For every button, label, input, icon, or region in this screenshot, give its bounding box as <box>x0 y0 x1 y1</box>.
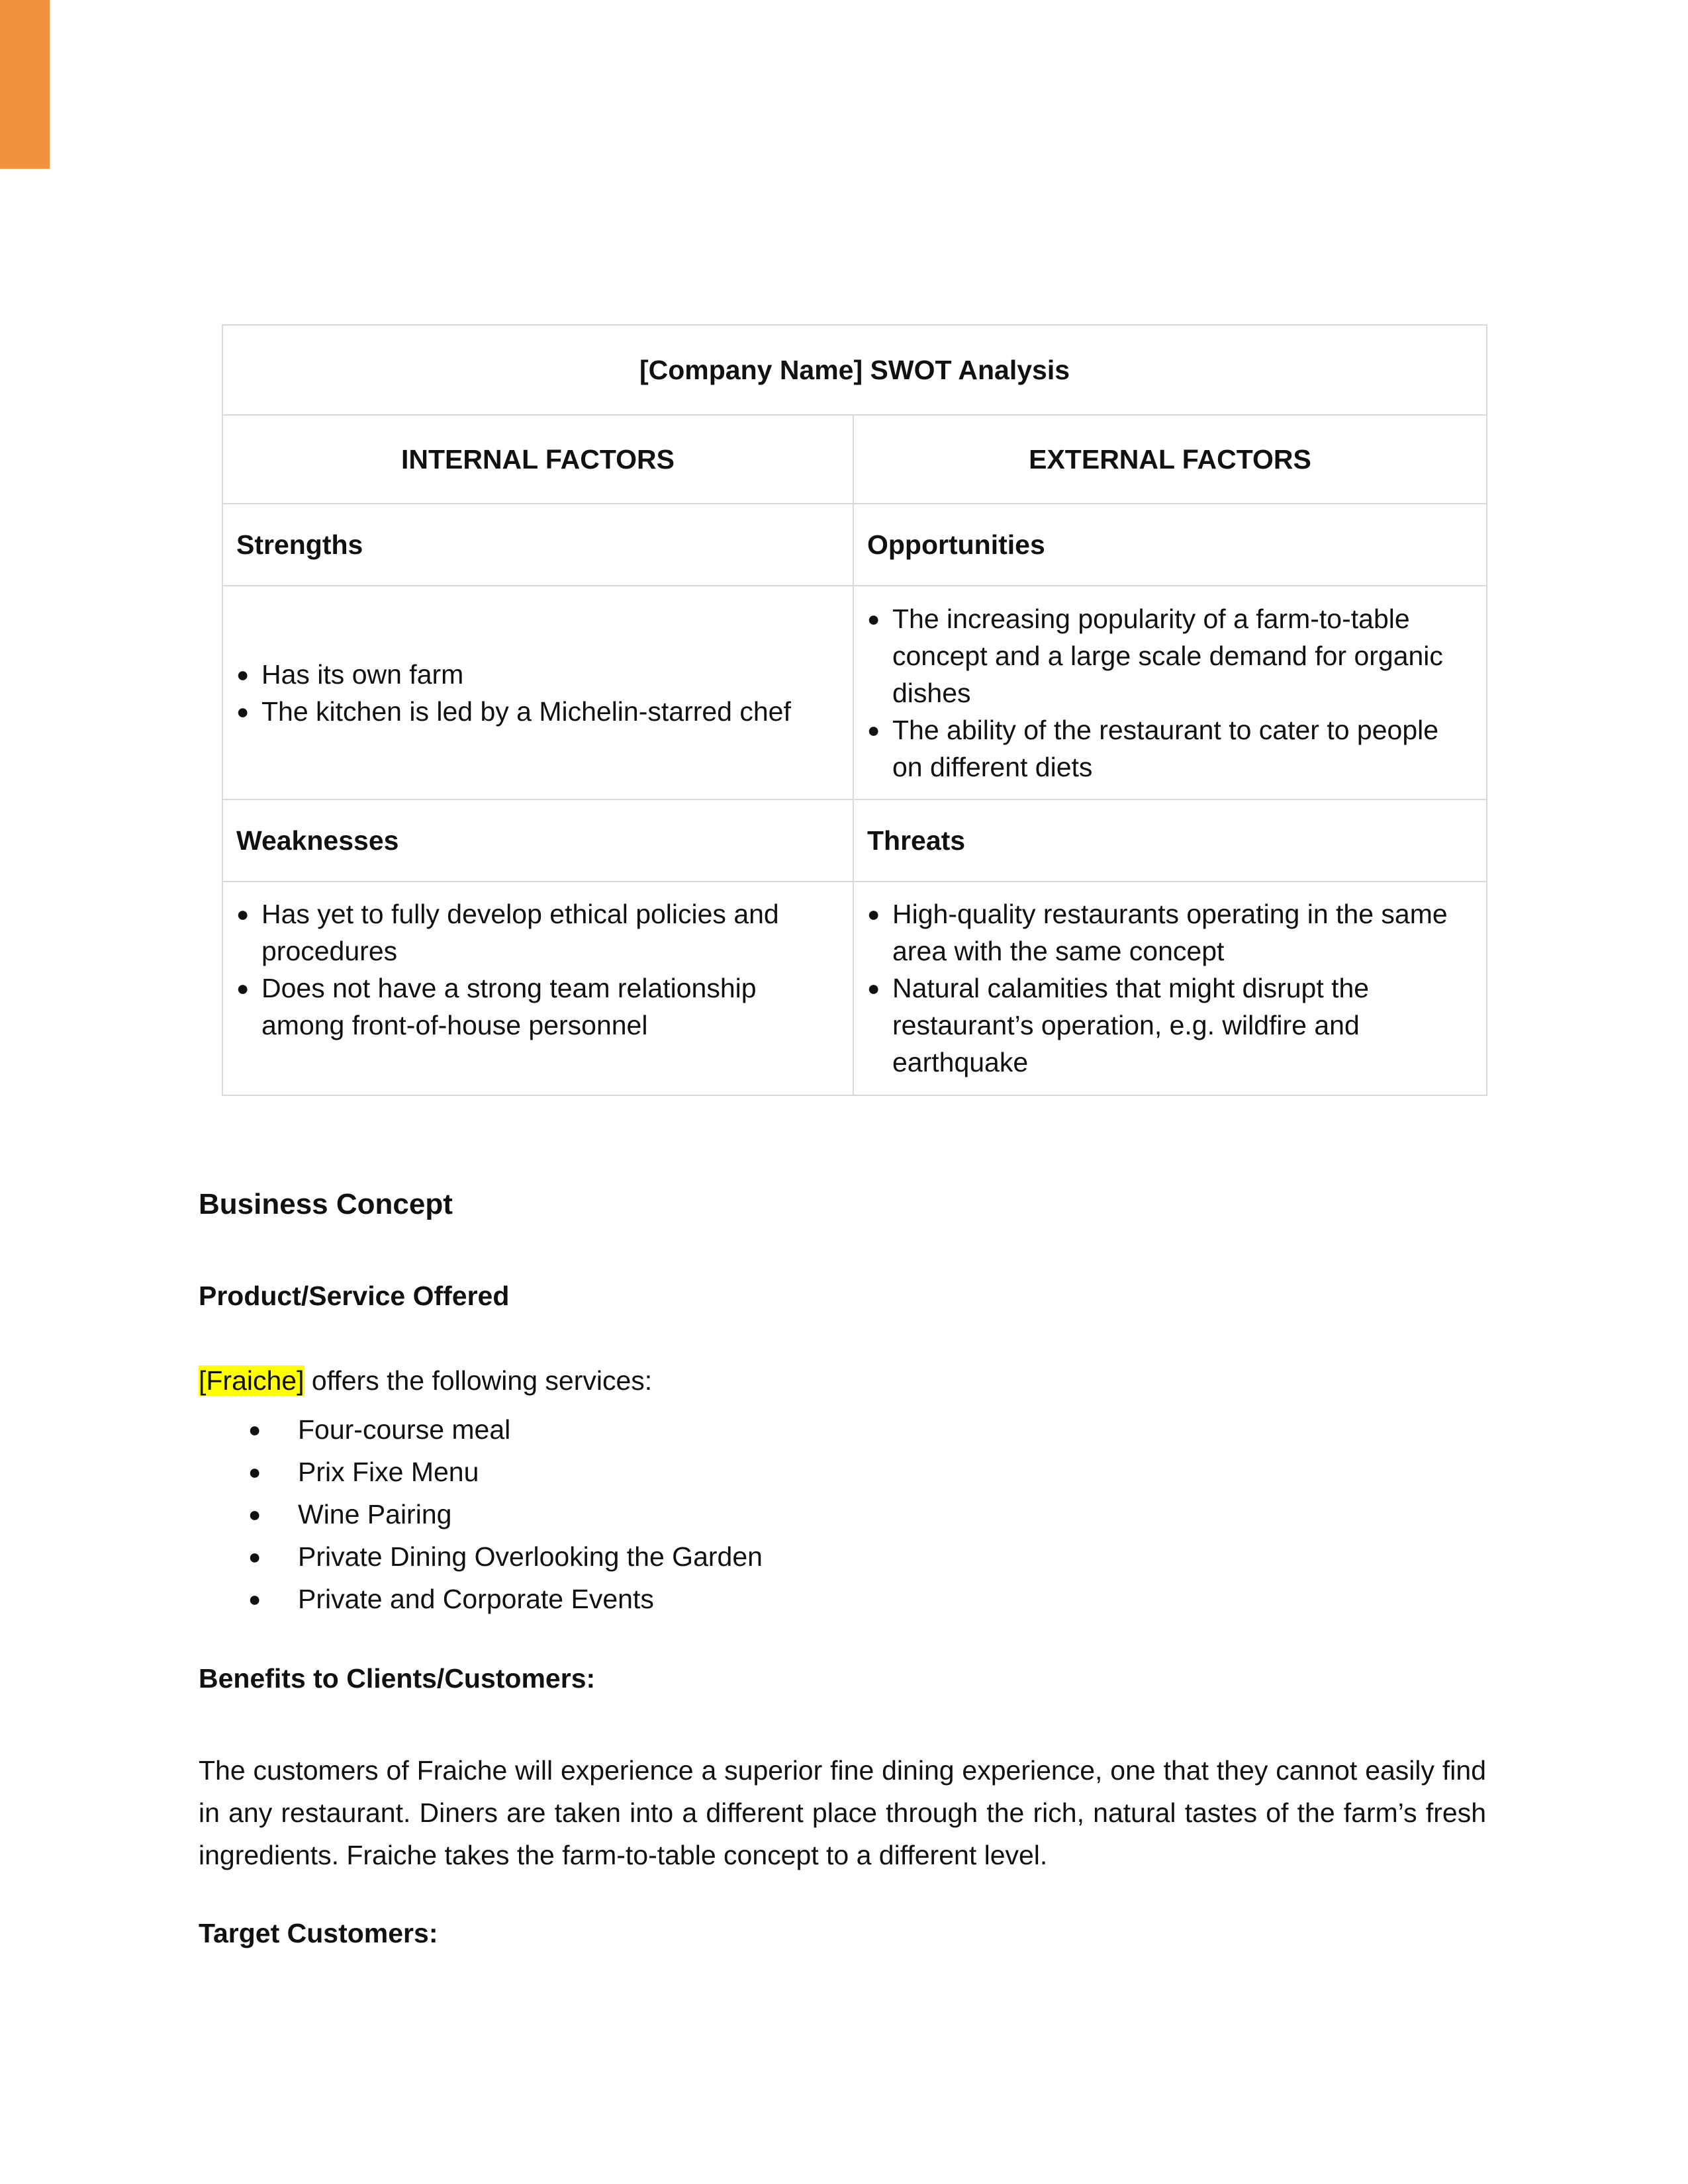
weaknesses-list <box>236 895 839 1044</box>
weakness-item: ● Does not have a strong team relationship among front-of-house personnel <box>236 970 839 1044</box>
strengths-list <box>236 656 839 730</box>
business-concept-heading: Business Concept <box>199 1188 453 1220</box>
weakness-item: ● Has yet to fully develop ethical policies and procedures <box>236 895 839 970</box>
swot-table <box>222 324 1487 1096</box>
swot-title-row <box>222 325 1487 415</box>
service-item: ● Wine Pairing <box>199 1493 763 1535</box>
threats-cell <box>853 882 1487 1095</box>
opportunities-label: Opportunities <box>853 504 1487 586</box>
swot-label-row-2 <box>222 799 1487 882</box>
strengths-label: Strengths <box>222 504 853 586</box>
opportunity-item: ● The ability of the restaurant to cater to people on different diets <box>867 711 1473 786</box>
swot-content-row-2 <box>222 882 1487 1095</box>
benefits-heading: Benefits to Clients/Customers: <box>199 1663 596 1694</box>
threat-item: ● High-quality restaurants operating in the same area with the same concept <box>867 895 1473 970</box>
company-name-placeholder: [Fraiche] <box>199 1365 305 1396</box>
swot-factor-row <box>222 415 1487 504</box>
strength-item: ● Has its own farm <box>236 656 839 693</box>
service-item: ● Private and Corporate Events <box>199 1578 763 1620</box>
benefits-paragraph: The customers of Fraiche will experience a superior fine dining experience, one that they cannot easily find in any restaurant. Diners are taken into a different place through the rich, natural tastes of the farm’s fresh ingredients. Fraiche takes the farm-to-table concept to a different level. <box>199 1755 1486 1870</box>
corner-accent-tab <box>0 0 50 169</box>
opportunity-item: ● The increasing popularity of a farm-to-table concept and a large scale demand for organic dishes <box>867 600 1473 711</box>
external-factors-header: EXTERNAL FACTORS <box>853 415 1487 504</box>
service-item: ● Four-course meal <box>199 1408 763 1451</box>
threats-label: Threats <box>853 799 1487 882</box>
services-list <box>199 1408 763 1620</box>
opportunities-list <box>867 600 1473 786</box>
threat-item: ● Natural calamities that might disrupt the restaurant’s operation, e.g. wildfire and earthquake <box>867 970 1473 1081</box>
swot-title: [Company Name] SWOT Analysis <box>222 325 1487 415</box>
internal-factors-header: INTERNAL FACTORS <box>222 415 853 504</box>
swot-content-row-1 <box>222 586 1487 799</box>
strength-item: ● The kitchen is led by a Michelin-starred chef <box>236 693 839 730</box>
swot-label-row-1 <box>222 504 1487 586</box>
service-item: ● Private Dining Overlooking the Garden <box>199 1535 763 1578</box>
services-intro <box>199 1365 652 1396</box>
service-item: ● Prix Fixe Menu <box>199 1451 763 1493</box>
product-service-heading: Product/Service Offered <box>199 1281 510 1311</box>
threats-list <box>867 895 1473 1081</box>
services-intro-text: offers the following services: <box>304 1365 653 1396</box>
strengths-cell <box>222 586 853 799</box>
target-customers-heading: Target Customers: <box>199 1918 438 1948</box>
weaknesses-label: Weaknesses <box>222 799 853 882</box>
opportunities-cell <box>853 586 1487 799</box>
weaknesses-cell <box>222 882 853 1095</box>
